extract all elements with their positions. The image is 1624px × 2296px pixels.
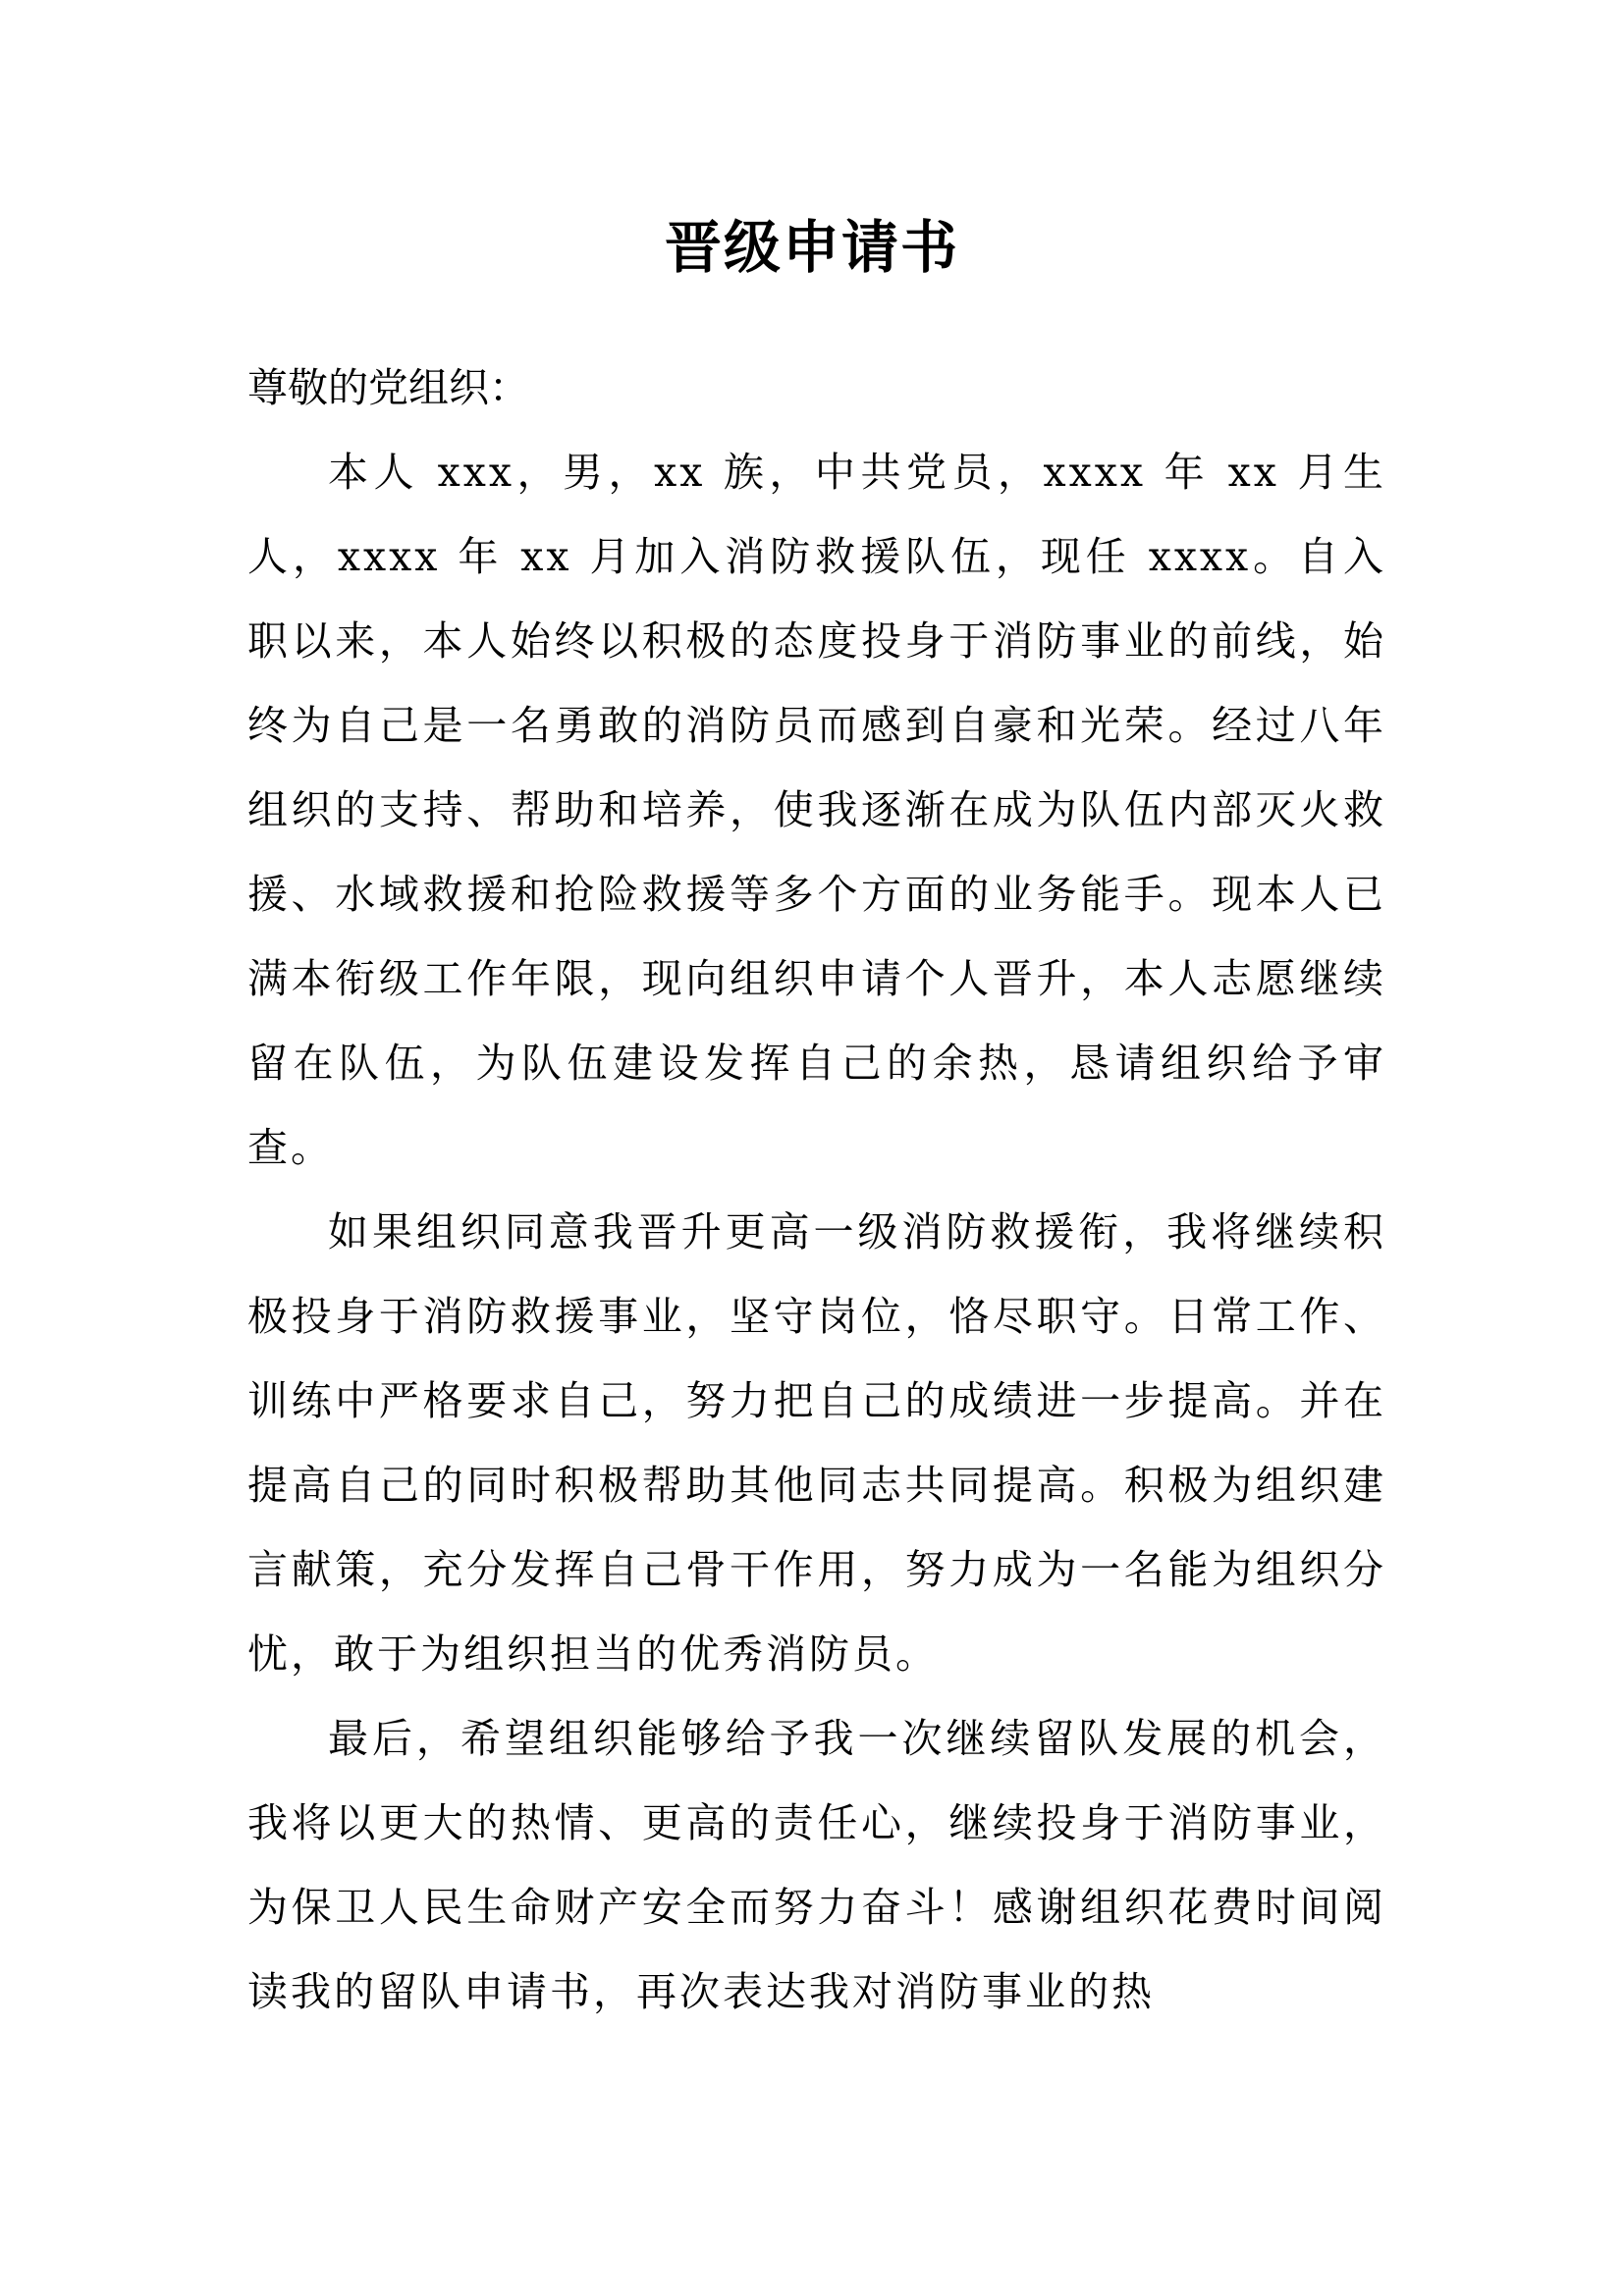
document-title: 晋级申请书 [664, 214, 959, 281]
paragraph-2: 如果组织同意我晋升更高一级消防救援衔，我将继续积极投身于消防救援事业，坚守岗位，恪尽职守。日常工作、训练中严格要求自己，努力把自己的成绩进一步提高。并在提高自己的同时积极帮助其他同志共同提高。积极为组织建言献策，充分发挥自己骨干作用，努力成为一名能为组织分忧，敢于为组织担当的优秀消防员。 [247, 1208, 1386, 1678]
paragraph-1: 本人 xxx，男，xx 族，中共党员，xxxx 年 xx 月生人，xxxx 年 xx 月加入消防救援队伍，现任 xxxx。自入职以来，本人始终以积极的态度投身于消防事业的前线，始终为自己是一名勇敢的消防员而感到自豪和光荣。经过八年组织的支持、帮助和培养，使我逐渐在成为队伍内部灭火救援、水域救援和抢险救援等多个方面的业务能手。现本人已满本衔级工作年限，现向组织申请个人晋升，本人志愿继续留在队伍，为队伍建设发挥自己的余热，恳请组织给予审查。 [247, 449, 1386, 1171]
document-body [247, 346, 1386, 2034]
salutation: 尊敬的党组织： [247, 364, 529, 411]
paragraph-3: 最后，希望组织能够给予我一次继续留队发展的机会，我将以更大的热情、更高的责任心，继续投身于消防事业，为保卫人民生命财产安全而努力奋斗！感谢组织花费时间阅读我的留队申请书，再次表达我对消防事业的热 [247, 1715, 1386, 2015]
